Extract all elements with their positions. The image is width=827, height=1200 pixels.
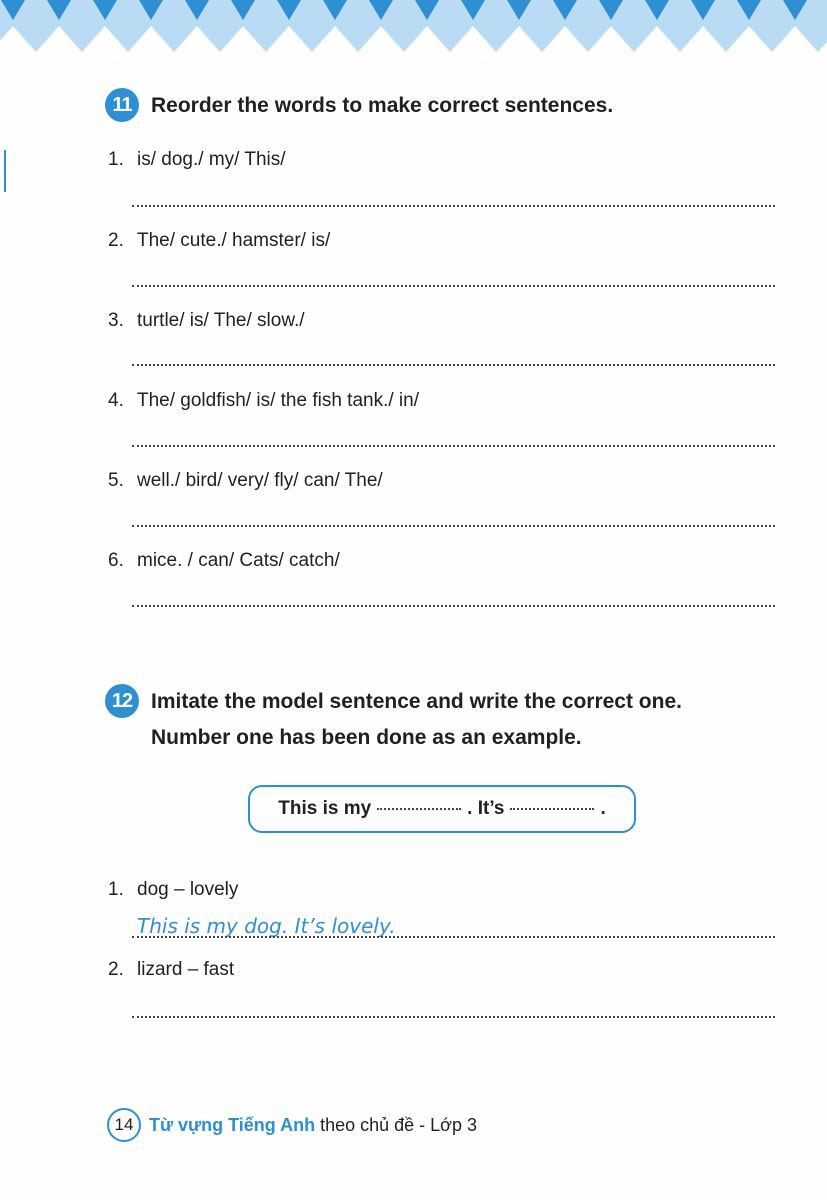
item-number: 2. [108,230,124,251]
item-number: 5. [108,470,124,491]
list-item [108,549,340,573]
item-number: 2. [108,959,124,980]
model-part-2: . It’s [467,798,505,819]
exercise-number-badge: 12 [105,684,139,718]
model-sentence-box [248,785,636,833]
page-number: 14 [107,1108,141,1142]
answer-line[interactable] [132,445,775,447]
answer-line[interactable] [132,285,775,287]
book-title-highlight: Từ vựng Tiếng Anh [149,1114,316,1135]
list-item [108,958,234,982]
list-item [108,469,383,493]
item-text: The/ cute./ hamster/ is/ [137,230,331,251]
page-footer [107,1108,477,1142]
item-text: turtle/ is/ The/ slow./ [137,310,305,331]
answer-line[interactable] [132,364,775,366]
item-text: The/ goldfish/ is/ the fish tank./ in/ [137,390,419,411]
exercise-11-header [105,88,613,124]
list-item [108,309,305,333]
exercise-number-badge: 11 [105,88,139,122]
item-number: 6. [108,550,124,571]
list-item [108,878,238,902]
model-part-3: . [600,798,606,819]
model-part-1: This is my [278,798,372,819]
list-item [108,229,330,253]
exercise-title-line-2: Number one has been done as an example. [151,726,582,749]
item-text: well./ bird/ very/ fly/ can/ The/ [137,470,383,491]
answer-line[interactable] [132,205,775,207]
item-text: lizard – fast [137,959,235,980]
model-blank [377,808,461,810]
exercise-12-header [105,684,682,756]
zigzag-top-border [0,0,827,58]
book-title-rest: theo chủ đề - Lớp 3 [320,1114,477,1135]
answer-line[interactable] [132,525,775,527]
list-item [108,148,286,172]
margin-mark [4,150,6,192]
item-number: 1. [108,149,124,170]
exercise-title-line-1: Imitate the model sentence and write the correct one. [151,690,682,713]
exercise-title [151,684,682,756]
item-text: mice. / can/ Cats/ catch/ [137,550,340,571]
item-number: 4. [108,390,124,411]
answer-line[interactable] [132,1016,775,1018]
item-text: is/ dog./ my/ This/ [137,149,286,170]
answer-line[interactable] [132,605,775,607]
list-item [108,389,419,413]
item-number: 1. [108,879,124,900]
exercise-title: Reorder the words to make correct sentences. [151,94,614,117]
answer-line[interactable] [132,936,775,938]
item-number: 3. [108,310,124,331]
example-answer: This is my dog. It’s lovely. [137,914,396,938]
model-blank [510,808,594,810]
item-text: dog – lovely [137,879,239,900]
